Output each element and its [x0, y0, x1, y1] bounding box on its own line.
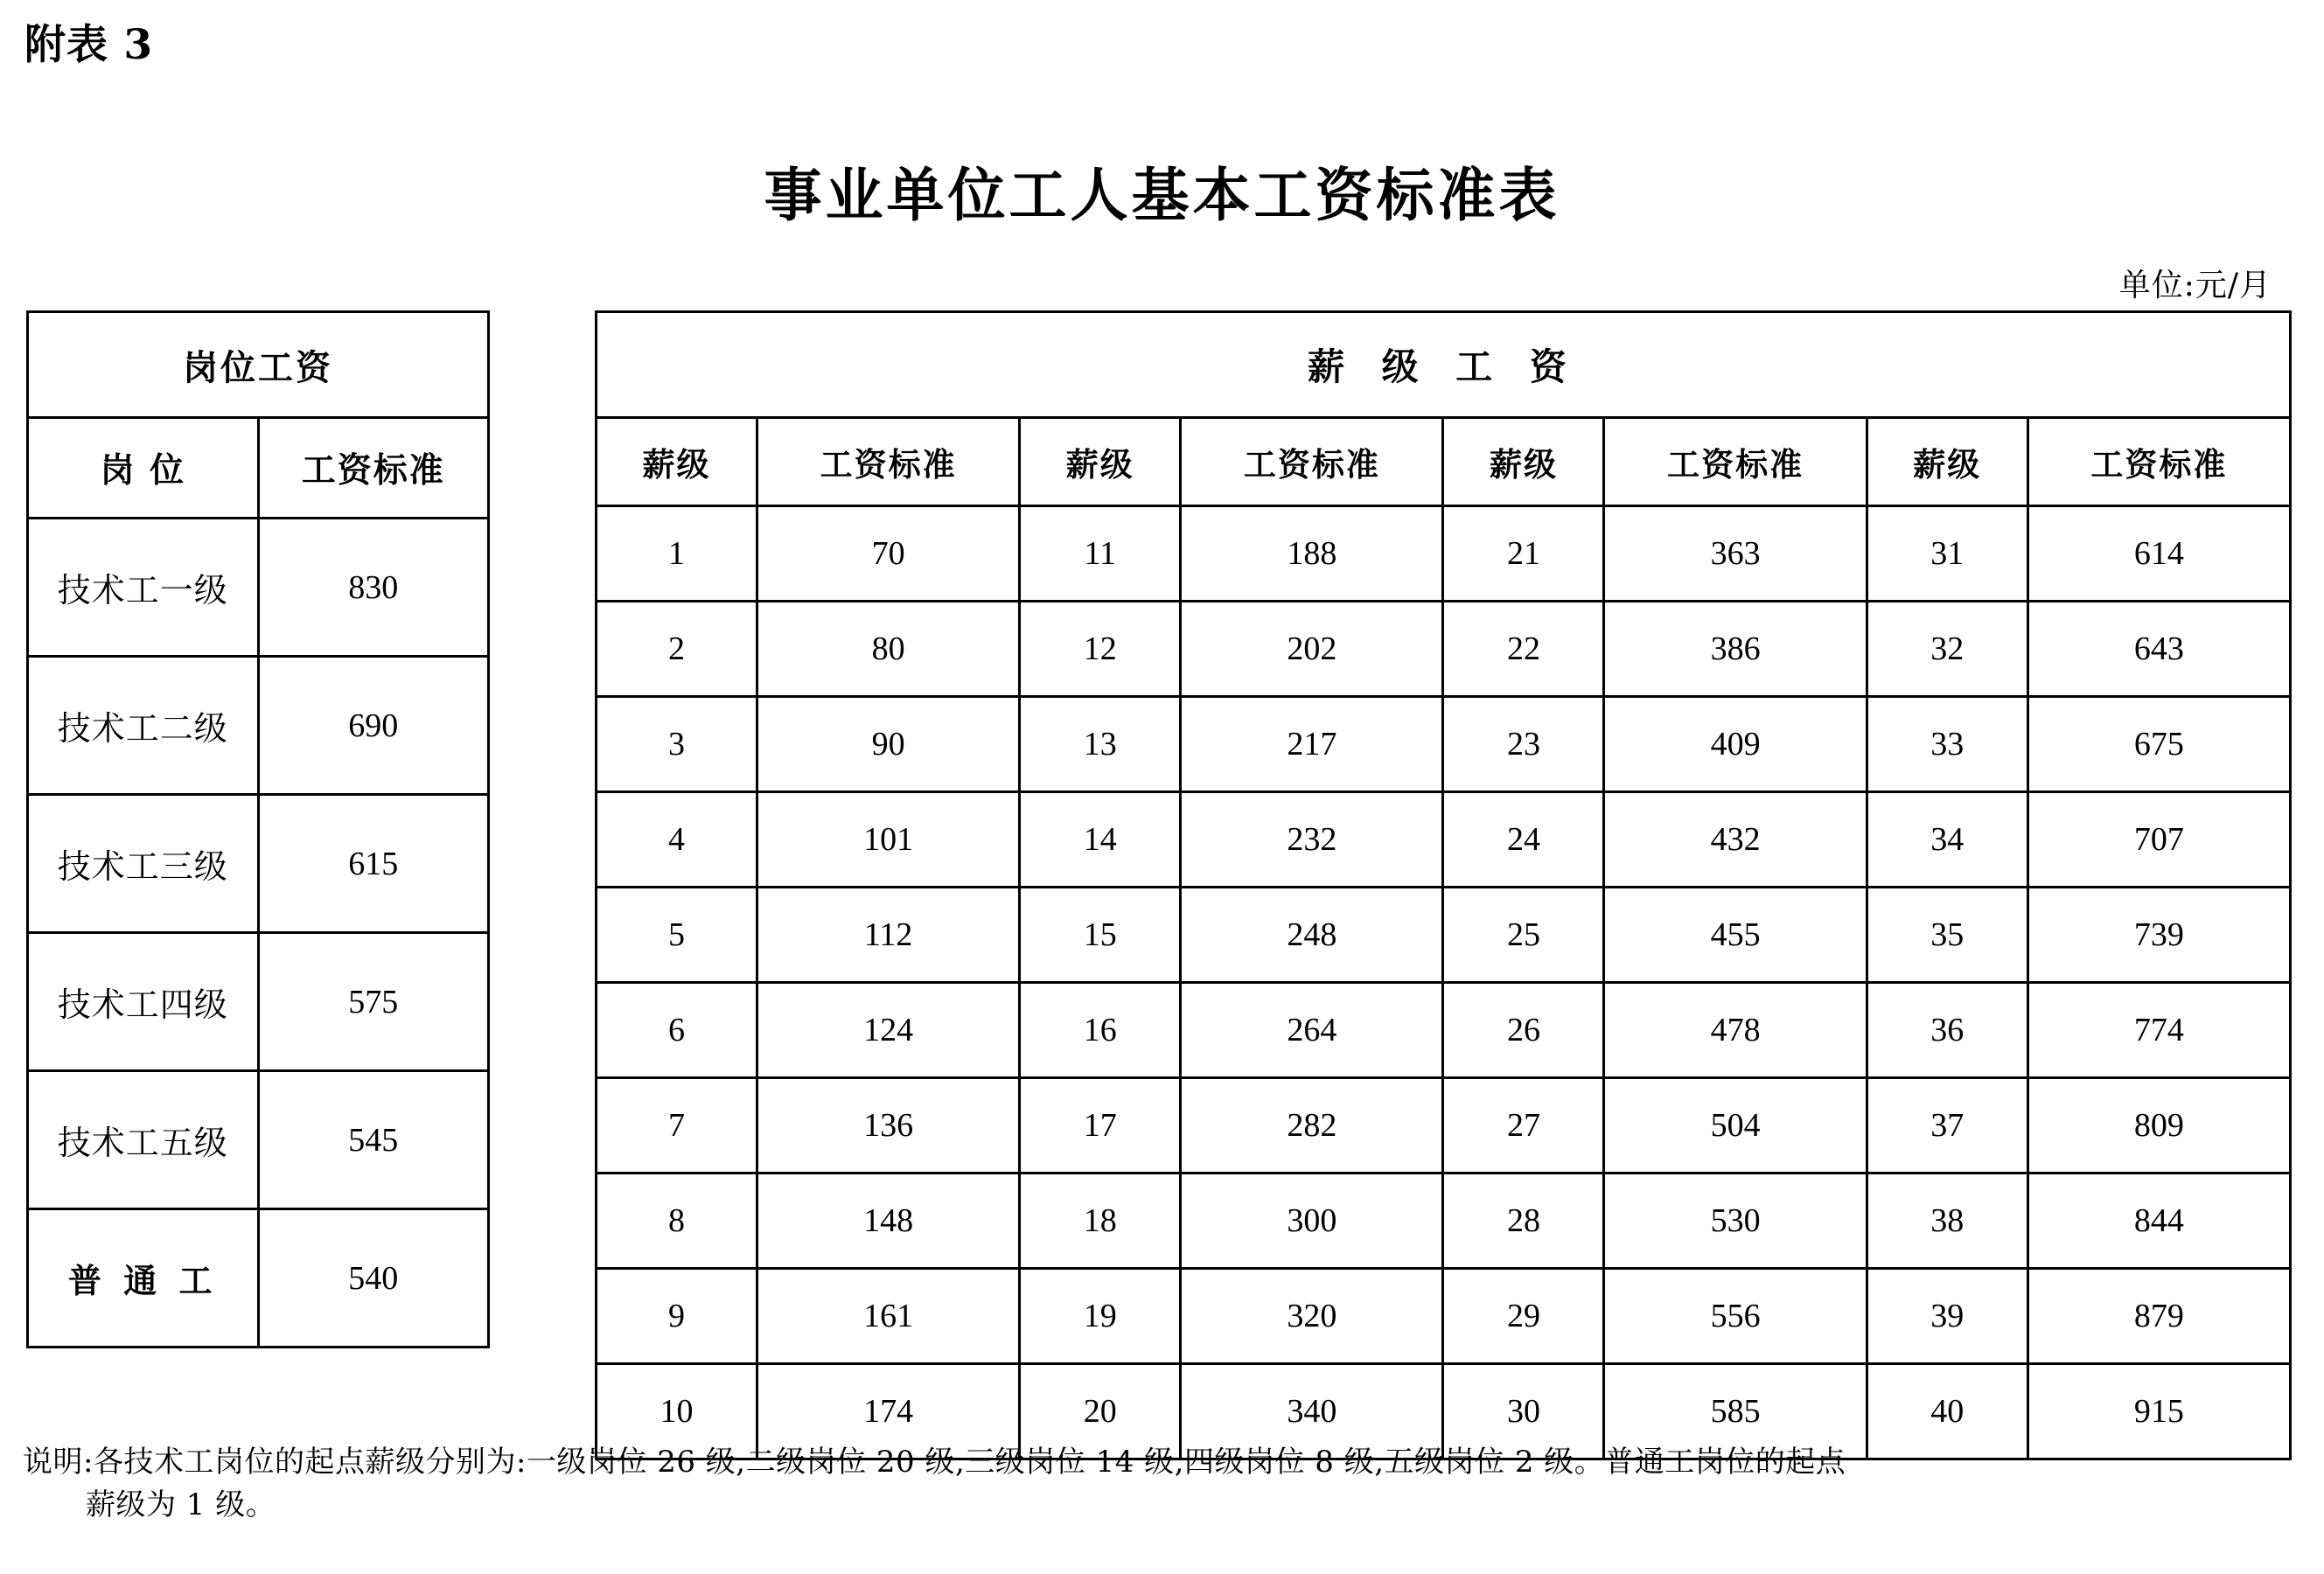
post-name: 普 通 工	[28, 1209, 259, 1348]
scale-wage: 80	[757, 602, 1020, 697]
scale-level: 10	[597, 1364, 757, 1459]
post-wage-table-header: 岗位工资	[28, 312, 489, 418]
scale-wage: 248	[1181, 888, 1443, 983]
post-name: 技术工五级	[28, 1071, 259, 1209]
scale-wage: 282	[1181, 1078, 1443, 1174]
scale-wage: 585	[1604, 1364, 1867, 1459]
scale-level: 2	[597, 602, 757, 697]
scale-wage: 340	[1181, 1364, 1443, 1459]
scale-level: 17	[1020, 1078, 1181, 1174]
scale-wage: 504	[1604, 1078, 1867, 1174]
scale-wage: 809	[2027, 1078, 2290, 1174]
scale-wage: 675	[2027, 697, 2290, 792]
scale-wage: 879	[2027, 1269, 2290, 1364]
post-wage: 545	[258, 1071, 489, 1209]
table-row	[28, 1209, 489, 1348]
scale-wage: 844	[2027, 1174, 2290, 1269]
footnote-line-1: 说明:各技术工岗位的起点薪级分别为:一级岗位 26 级,二级岗位 20 级,三级岗位 14 级,四级岗位 8 级,五级岗位 2 级。普通工岗位的起点	[23, 1445, 1846, 1480]
scale-wage: 101	[757, 792, 1020, 888]
scale-wage: 739	[2027, 888, 2290, 983]
scale-wage: 707	[2027, 792, 2290, 888]
column-header-scale-4: 薪级	[1867, 418, 2027, 506]
table-row	[597, 312, 2291, 418]
scale-level: 11	[1020, 506, 1181, 602]
scale-wage-table-header: 薪 级 工 资	[597, 312, 2291, 418]
page-title: 事业单位工人基本工资标准表	[764, 161, 1560, 229]
scale-level: 18	[1020, 1174, 1181, 1269]
scale-wage: 161	[757, 1269, 1020, 1364]
scale-wage: 386	[1604, 602, 1867, 697]
scale-level: 31	[1867, 506, 2027, 602]
scale-level: 24	[1443, 792, 1604, 888]
scale-wage: 320	[1181, 1269, 1443, 1364]
table-row	[597, 1174, 2291, 1269]
column-header-wage-4: 工资标准	[2027, 418, 2290, 506]
scale-level: 19	[1020, 1269, 1181, 1364]
scale-wage: 455	[1604, 888, 1867, 983]
scale-wage: 556	[1604, 1269, 1867, 1364]
column-header-wage-3: 工资标准	[1604, 418, 1867, 506]
scale-level: 30	[1443, 1364, 1604, 1459]
scale-level: 25	[1443, 888, 1604, 983]
scale-wage: 614	[2027, 506, 2290, 602]
table-row	[28, 657, 489, 795]
scale-level: 23	[1443, 697, 1604, 792]
scale-level: 3	[597, 697, 757, 792]
scale-level: 40	[1867, 1364, 2027, 1459]
post-name: 技术工四级	[28, 933, 259, 1071]
scale-wage-table	[595, 310, 2292, 1460]
table-row	[597, 1078, 2291, 1174]
scale-level: 27	[1443, 1078, 1604, 1174]
post-wage: 575	[258, 933, 489, 1071]
post-wage: 615	[258, 795, 489, 933]
scale-level: 35	[1867, 888, 2027, 983]
scale-level: 20	[1020, 1364, 1181, 1459]
attachment-label: 附表 3	[24, 21, 154, 69]
scale-wage: 232	[1181, 792, 1443, 888]
scale-level: 14	[1020, 792, 1181, 888]
post-name: 技术工二级	[28, 657, 259, 795]
scale-level: 28	[1443, 1174, 1604, 1269]
table-row	[597, 983, 2291, 1078]
table-row	[597, 418, 2291, 506]
scale-wage: 217	[1181, 697, 1443, 792]
column-header-scale-2: 薪级	[1020, 418, 1181, 506]
scale-level: 4	[597, 792, 757, 888]
scale-wage: 124	[757, 983, 1020, 1078]
scale-wage: 70	[757, 506, 1020, 602]
scale-wage: 915	[2027, 1364, 2290, 1459]
table-row	[28, 1071, 489, 1209]
scale-level: 7	[597, 1078, 757, 1174]
table-row	[28, 519, 489, 657]
column-header-wage-standard: 工资标准	[258, 418, 489, 519]
table-row	[28, 418, 489, 519]
post-wage: 690	[258, 657, 489, 795]
unit-note: 单位:元/月	[2118, 268, 2272, 303]
column-header-scale-1: 薪级	[597, 418, 757, 506]
scale-wage: 432	[1604, 792, 1867, 888]
scale-level: 37	[1867, 1078, 2027, 1174]
scale-wage: 202	[1181, 602, 1443, 697]
scale-wage: 643	[2027, 602, 2290, 697]
post-wage: 540	[258, 1209, 489, 1348]
column-header-post: 岗 位	[28, 418, 259, 519]
scale-level: 34	[1867, 792, 2027, 888]
post-wage-table-wrapper	[26, 310, 490, 1348]
scale-level: 33	[1867, 697, 2027, 792]
scale-level: 32	[1867, 602, 2027, 697]
column-header-scale-3: 薪级	[1443, 418, 1604, 506]
scale-level: 21	[1443, 506, 1604, 602]
scale-wage: 774	[2027, 983, 2290, 1078]
scale-level: 16	[1020, 983, 1181, 1078]
scale-wage: 300	[1181, 1174, 1443, 1269]
scale-level: 13	[1020, 697, 1181, 792]
scale-wage: 174	[757, 1364, 1020, 1459]
scale-wage: 264	[1181, 983, 1443, 1078]
column-header-wage-2: 工资标准	[1181, 418, 1443, 506]
scale-level: 5	[597, 888, 757, 983]
scale-wage: 409	[1604, 697, 1867, 792]
table-row	[597, 888, 2291, 983]
scale-level: 1	[597, 506, 757, 602]
table-row	[28, 312, 489, 418]
post-name: 技术工一级	[28, 519, 259, 657]
footnote	[23, 1441, 2297, 1528]
table-row	[597, 1269, 2291, 1364]
table-row	[597, 792, 2291, 888]
scale-level: 29	[1443, 1269, 1604, 1364]
scale-level: 12	[1020, 602, 1181, 697]
scale-wage: 188	[1181, 506, 1443, 602]
scale-level: 22	[1443, 602, 1604, 697]
scale-level: 6	[597, 983, 757, 1078]
scale-wage-table-wrapper	[595, 310, 2292, 1460]
scale-level: 15	[1020, 888, 1181, 983]
column-header-wage-1: 工资标准	[757, 418, 1020, 506]
table-row	[597, 602, 2291, 697]
scale-wage: 478	[1604, 983, 1867, 1078]
scale-level: 8	[597, 1174, 757, 1269]
scale-wage: 112	[757, 888, 1020, 983]
scale-level: 38	[1867, 1174, 2027, 1269]
footnote-line-2: 薪级为 1 级。	[86, 1487, 276, 1523]
post-name: 技术工三级	[28, 795, 259, 933]
scale-level: 36	[1867, 983, 2027, 1078]
table-row	[28, 933, 489, 1071]
table-row	[597, 697, 2291, 792]
scale-level: 9	[597, 1269, 757, 1364]
table-row	[597, 506, 2291, 602]
scale-level: 26	[1443, 983, 1604, 1078]
scale-level: 39	[1867, 1269, 2027, 1364]
post-wage: 830	[258, 519, 489, 657]
table-row	[28, 795, 489, 933]
post-wage-table	[26, 310, 490, 1348]
scale-wage: 90	[757, 697, 1020, 792]
scale-wage: 148	[757, 1174, 1020, 1269]
scale-wage: 363	[1604, 506, 1867, 602]
scale-wage: 136	[757, 1078, 1020, 1174]
scale-wage: 530	[1604, 1174, 1867, 1269]
